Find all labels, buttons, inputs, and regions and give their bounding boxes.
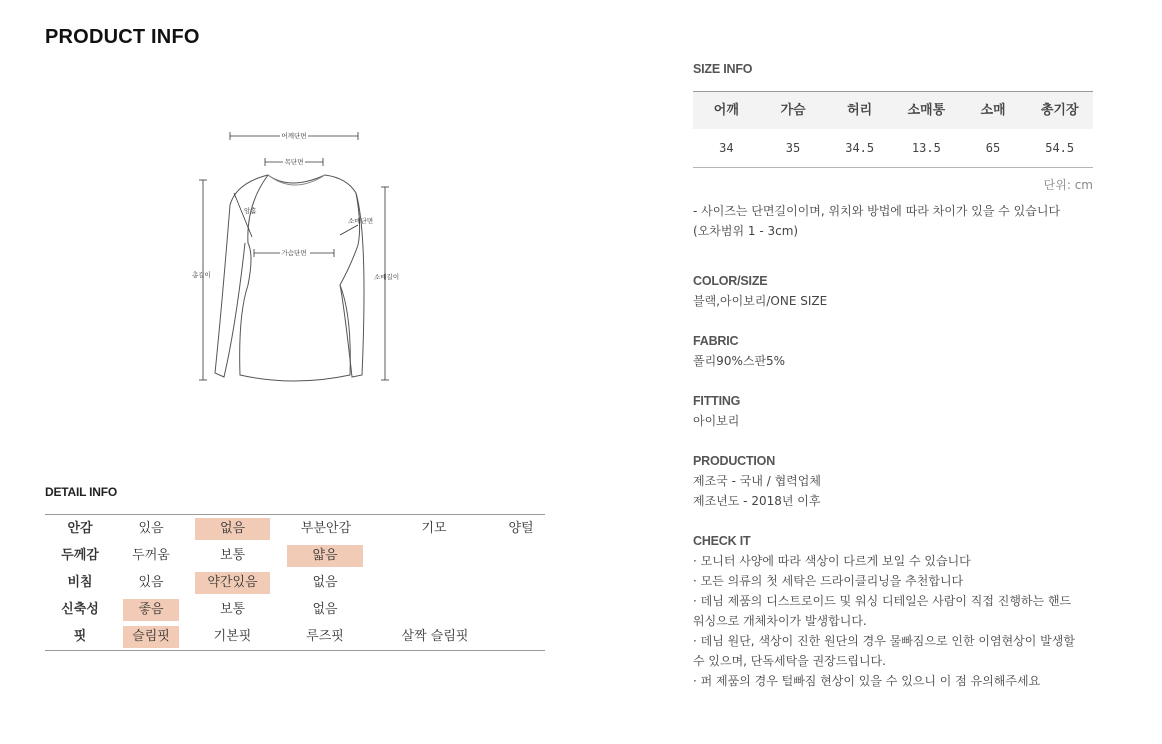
production-heading: PRODUCTION (693, 454, 776, 468)
size-header-cell: 가슴 (780, 103, 806, 118)
size-header-cell: 소매통 (907, 103, 946, 118)
check-it-line: · 모든 의류의 첫 세탁은 드라이클리닝을 추천합니다 (693, 574, 964, 588)
detail-row-sheerness (45, 569, 545, 596)
size-value-cell: 65 (985, 141, 1001, 155)
detail-label: 비침 (67, 575, 93, 590)
check-it-line: · 데님 원단, 색상이 진한 원단의 경우 물빠짐으로 인한 이염현상이 발생할 (693, 634, 1075, 648)
detail-label: 안감 (67, 521, 93, 536)
size-unit: 단위: cm (1043, 178, 1093, 192)
sleeve-width-label: 소매단면 (348, 217, 374, 225)
detail-label: 핏 (73, 629, 87, 644)
detail-option: 루즈핏 (306, 629, 344, 644)
detail-option: 양털 (508, 521, 534, 536)
check-it-line: · 데님 제품의 디스트로이드 및 워싱 디테일은 사람이 직접 진행하는 핸드 (693, 594, 1072, 608)
size-header-cell: 허리 (847, 103, 873, 118)
size-value-cell: 34 (719, 141, 734, 155)
detail-option-selected: 약간있음 (195, 572, 270, 594)
check-it-line: 수 있으며, 단독세탁을 권장드립니다. (693, 654, 886, 668)
total-length-label: 총길이 (192, 271, 211, 279)
size-note: - 사이즈는 단면길이이며, 위치와 방법에 따라 차이가 있을 수 있습니다 (693, 204, 1061, 218)
chest-label: 가슴단면 (281, 249, 307, 257)
detail-option-selected: 슬림핏 (123, 626, 179, 648)
size-note-range: (오차범위 1 - 3cm) (693, 224, 799, 238)
size-value-cell: 34.5 (845, 141, 875, 155)
size-header-cell: 소매 (980, 103, 1006, 118)
page-title: PRODUCT INFO (45, 26, 200, 48)
size-info-heading: SIZE INFO (693, 62, 753, 76)
check-it-line: 워싱으로 개체차이가 발생합니다. (693, 614, 867, 628)
detail-option: 두꺼움 (132, 548, 170, 563)
detail-option: 부분안감 (300, 521, 352, 536)
detail-option: 보통 (219, 548, 246, 563)
detail-option: 없음 (312, 575, 338, 590)
detail-option: 있음 (138, 521, 164, 536)
production-country: 제조국 - 국내 / 협력업체 (693, 474, 821, 488)
detail-option: 살짝 슬림핏 (401, 629, 469, 644)
detail-row-lining (45, 515, 545, 542)
fitting-heading: FITTING (693, 394, 741, 408)
armhole-label: 암홀 (244, 207, 257, 215)
size-table-header (693, 92, 1093, 129)
size-value-cell: 35 (785, 141, 801, 155)
fitting-value: 아이보리 (693, 414, 740, 428)
size-value-cell: 54.5 (1045, 141, 1075, 155)
color-size-value: 블랙,아이보리/ONE SIZE (693, 294, 828, 308)
fabric-heading: FABRIC (693, 334, 739, 348)
production-year: 제조년도 - 2018년 이후 (693, 494, 821, 508)
check-it-line: · 모니터 사양에 따라 색상이 다르게 보일 수 있습니다 (693, 554, 971, 568)
shoulder-label: 어깨단면 (281, 132, 307, 140)
detail-option-selected: 없음 (195, 518, 270, 540)
size-value-cell: 13.5 (911, 141, 941, 155)
size-header-cell: 어깨 (713, 103, 739, 118)
detail-option: 없음 (312, 602, 338, 617)
sleeve-length-label: 소매길이 (374, 273, 400, 281)
detail-info-table (45, 514, 545, 651)
neck-label: 목단면 (284, 158, 304, 166)
size-table (693, 91, 1093, 168)
fabric-value: 폴리90%스판5% (693, 354, 786, 368)
detail-row-fit (45, 623, 545, 650)
detail-option-selected: 좋음 (123, 599, 179, 621)
check-it-line: · 퍼 제품의 경우 털빠짐 현상이 있을 수 있으니 이 점 유의해주세요 (693, 674, 1041, 688)
detail-option-selected: 얇음 (287, 545, 363, 567)
check-it-heading: CHECK IT (693, 534, 751, 548)
detail-option: 기본핏 (213, 629, 252, 644)
detail-info-heading: DETAIL INFO (45, 485, 118, 499)
garment-size-diagram (190, 125, 410, 390)
size-table-row (693, 129, 1093, 167)
detail-label: 두께감 (61, 548, 99, 563)
detail-row-thickness (45, 542, 545, 569)
detail-option: 있음 (138, 575, 164, 590)
detail-row-elasticity (45, 596, 545, 623)
detail-option: 보통 (219, 602, 246, 617)
size-header-cell: 총기장 (1040, 103, 1079, 118)
detail-label: 신축성 (61, 602, 99, 617)
color-size-heading: COLOR/SIZE (693, 274, 768, 288)
garment-outline-illustration (190, 125, 410, 390)
detail-option: 기모 (421, 521, 447, 536)
